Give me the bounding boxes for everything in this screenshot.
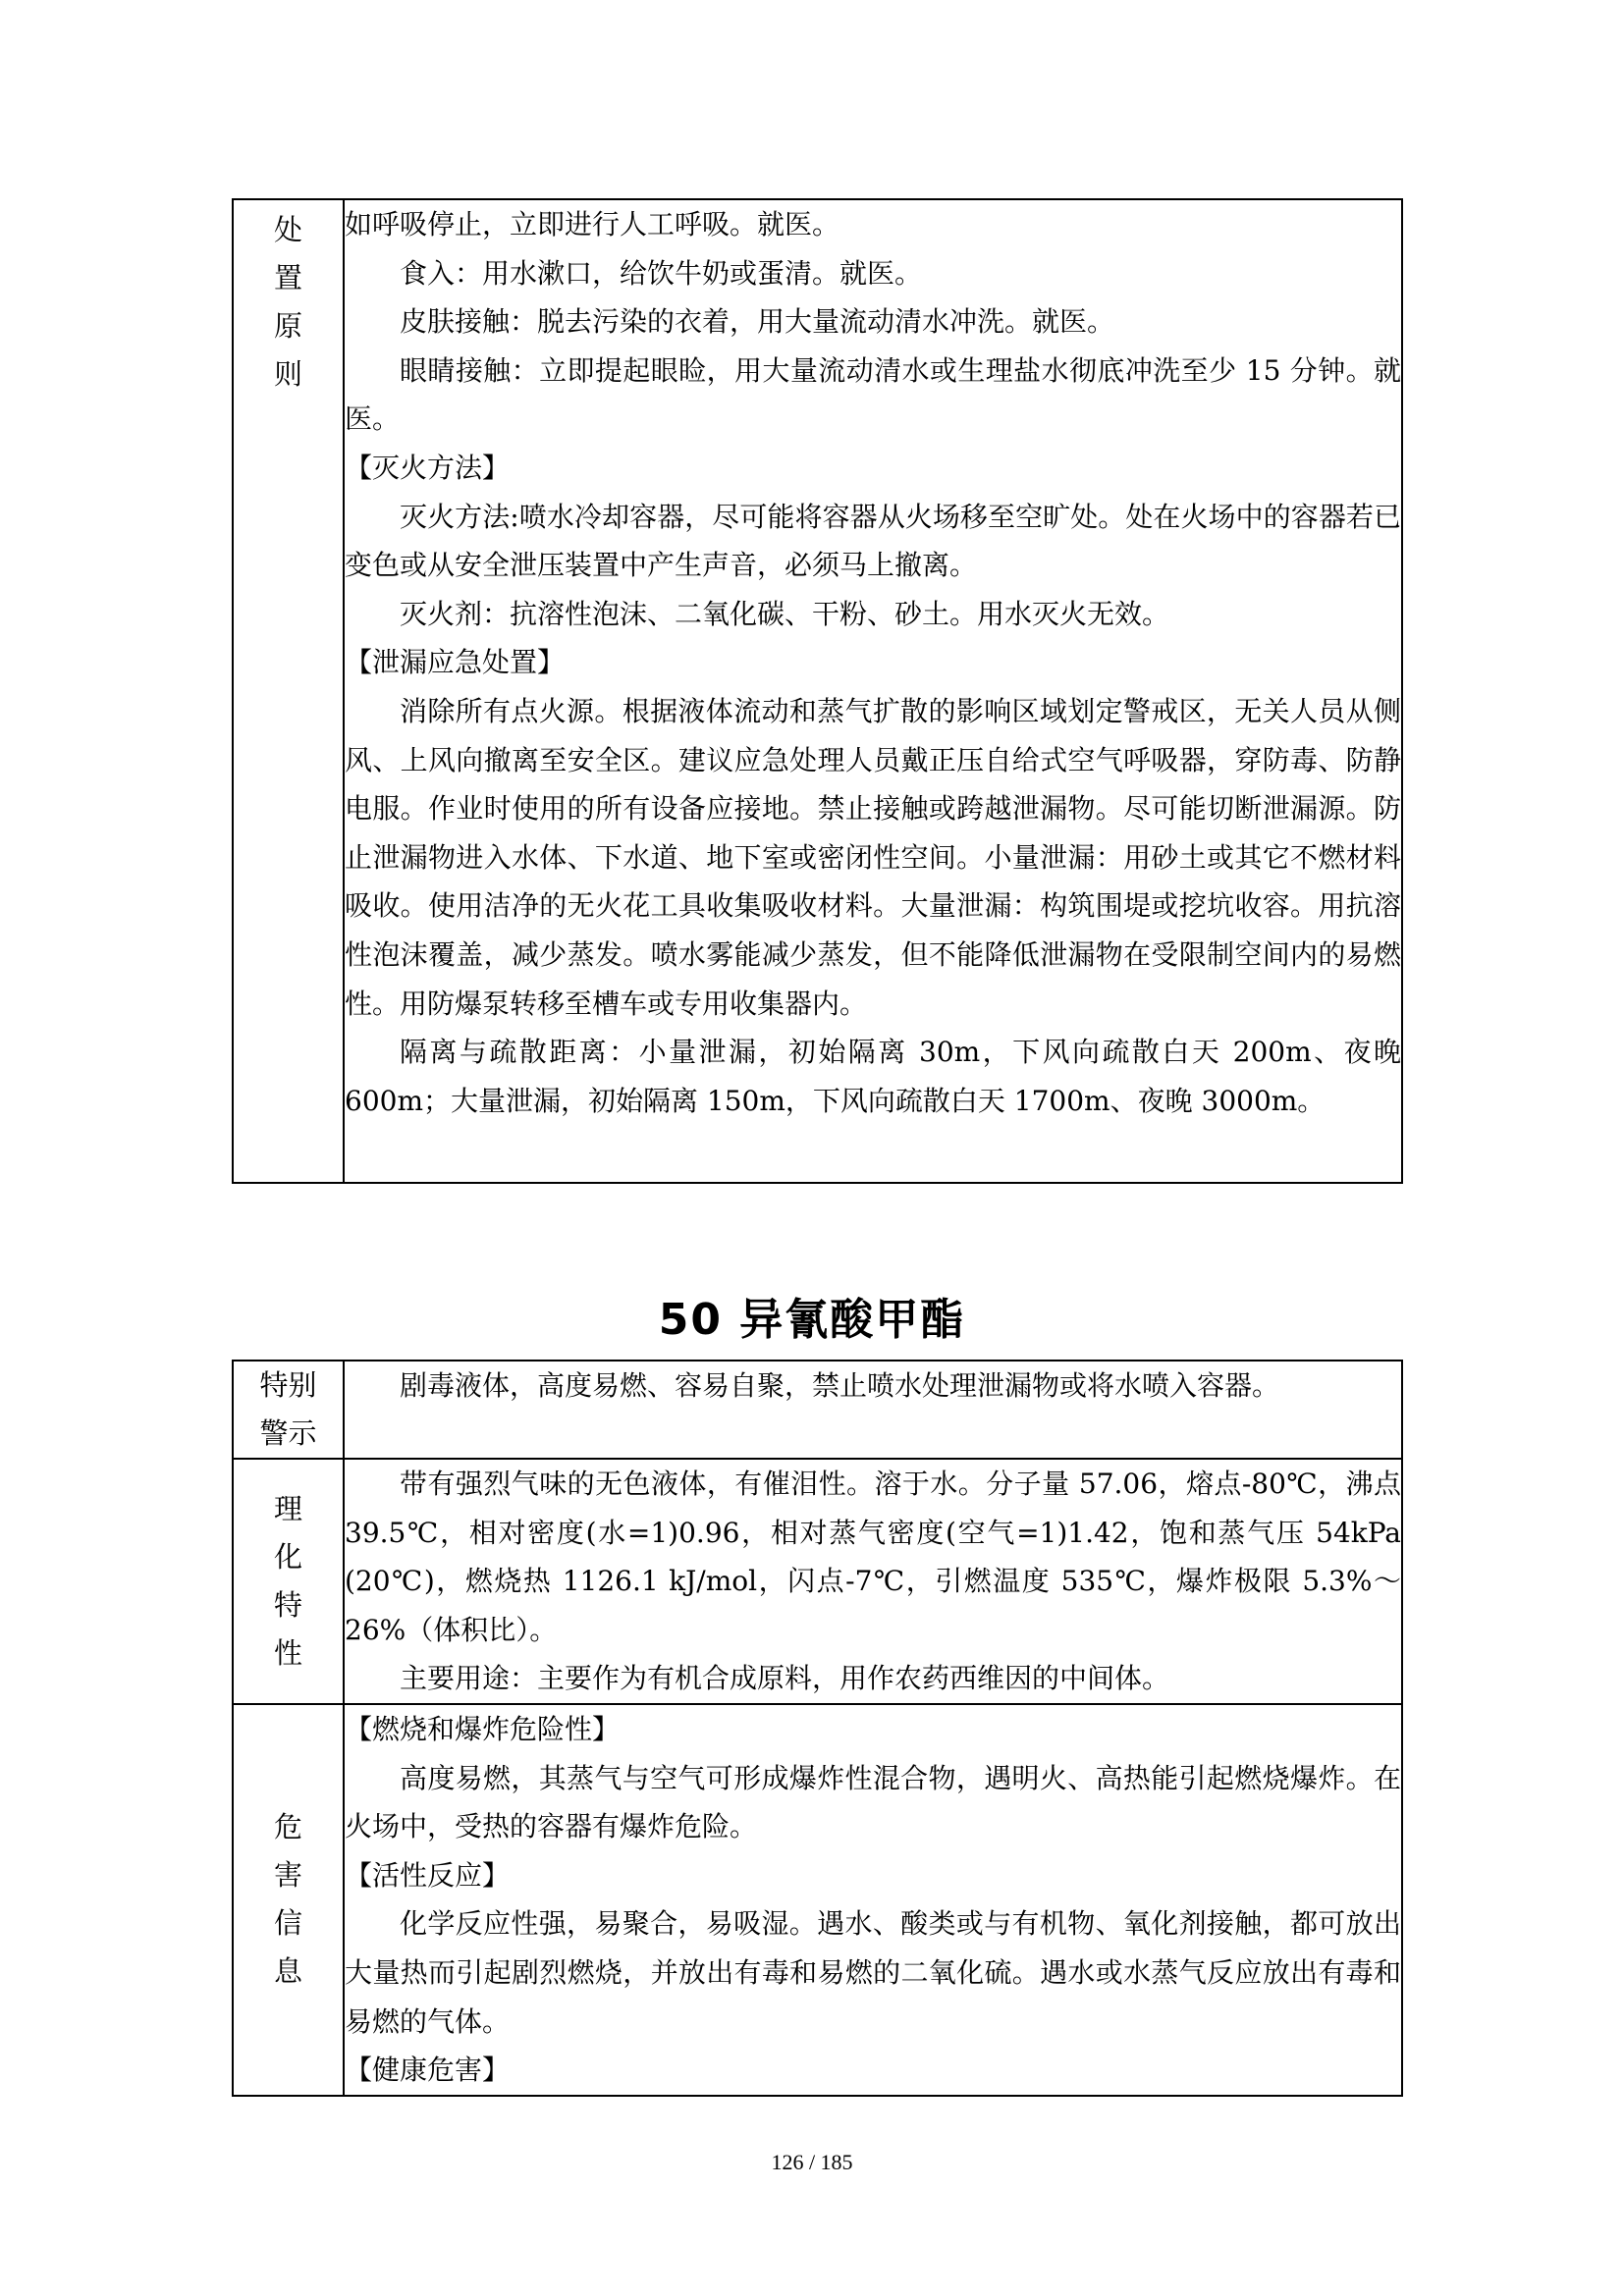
hazard-info-content	[344, 1704, 1402, 2096]
section-heading: 【泄漏应急处置】	[345, 646, 566, 679]
paragraph: 主要用途：主要作为有机合成原料，用作农药西维因的中间体。	[400, 1662, 1170, 1695]
disposal-principles-content	[344, 199, 1402, 1183]
label-char: 理	[273, 1491, 302, 1525]
label-char: 处	[273, 213, 302, 246]
label-char: 特	[273, 1587, 302, 1622]
table-row	[233, 199, 1402, 1183]
disposal-principles-table	[232, 198, 1403, 1184]
chemical-title: 50 异氰酸甲酯	[658, 1295, 966, 1345]
paragraph: 消除所有点火源。根据液体流动和蒸气扩散的影响区域划定警戒区，无关人员从侧风、上风向撤离至安全区。建议应急处理人员戴正压自给式空气呼吸器，穿防毒、防静电服。作业时使用的所有设备应接地。禁止接触或跨越泄漏物。尽可能切断泄漏源。防止泄漏物进入水体、下水道、地下室或密闭性空间。小量泄漏：用砂土或其它不燃材料吸收。使用洁净的无火花工具收集吸收材料。大量泄漏：构筑围堤或挖坑收容。用抗溶性泡沫覆盖，减少蒸发。喷水雾能减少蒸发，但不能降低泄漏物在受限制空间内的易燃性。用防爆泵转移至槽车或专用收集器内。	[345, 694, 1401, 1020]
label-char: 置	[273, 261, 302, 294]
table-row	[233, 1459, 1402, 1704]
physicochemical-content	[344, 1459, 1402, 1704]
paragraph: 高度易燃，其蒸气与空气可形成爆炸性混合物，遇明火、高热能引起燃烧爆炸。在火场中，受热的容器有爆炸危险。	[345, 1761, 1401, 1843]
label-char: 则	[273, 357, 302, 391]
paragraph: 灭火剂：抗溶性泡沫、二氧化碳、干粉、砂土。用水灭火无效。	[400, 597, 1170, 630]
label-char: 危	[273, 1810, 302, 1844]
label-char: 息	[273, 1954, 302, 1989]
table-row	[233, 1704, 1402, 2096]
physicochemical-label	[233, 1459, 344, 1704]
paragraph: 眼睛接触：立即提起眼睑，用大量流动清水或生理盐水彻底冲洗至少 15 分钟。就医。	[345, 353, 1401, 436]
table-row	[233, 1361, 1402, 1459]
section-heading: 【活性反应】	[345, 1858, 511, 1892]
special-warning-label	[233, 1361, 344, 1459]
section-heading: 【灭火方法】	[345, 451, 511, 484]
label-char: 害	[273, 1858, 302, 1893]
label-line: 特别	[259, 1368, 317, 1402]
special-warning-content	[344, 1361, 1402, 1459]
label-char: 信	[273, 1906, 302, 1941]
section-heading: 【健康危害】	[345, 2054, 511, 2087]
section-heading: 【燃烧和爆炸危险性】	[345, 1712, 621, 1745]
hazard-info-label	[233, 1704, 344, 2096]
paragraph: 食入：用水漱口，给饮牛奶或蛋清。就医。	[400, 256, 923, 290]
paragraph: 化学反应性强，易聚合，易吸湿。遇水、酸类或与有机物、氧化剂接触，都可放出大量热而引起剧烈燃烧，并放出有毒和易燃的二氧化硫。遇水或水蒸气反应放出有毒和易燃的气体。	[345, 1907, 1401, 2038]
paragraph: 带有强烈气味的无色液体，有催泪性。溶于水。分子量 57.06，熔点-80℃，沸点 39.5℃，相对密度(水=1)0.96，相对蒸气密度(空气=1)1.42，饱和蒸气压 54kPa (20℃)，燃烧热 1126.1 kJ/mol，闪点-7℃，引燃温度 535℃，爆炸极限 5.3%～26%（体积比）。	[345, 1468, 1401, 1646]
paragraph: 隔离与疏散距离：小量泄漏，初始隔离 30m，下风向疏散白天 200m、夜晚 600m；大量泄漏，初始隔离 150m，下风向疏散白天 1700m、夜晚 3000m。	[345, 1036, 1401, 1117]
paragraph: 皮肤接触：脱去污染的衣着，用大量流动清水冲洗。就医。	[400, 305, 1115, 339]
label-char: 性	[273, 1635, 302, 1670]
chemical-info-table	[232, 1360, 1403, 2097]
disposal-principles-label	[233, 199, 344, 1183]
label-line: 警示	[259, 1416, 317, 1450]
label-char: 原	[273, 309, 302, 343]
paragraph: 剧毒液体，高度易燃、容易自聚，禁止喷水处理泄漏物或将水喷入容器。	[400, 1369, 1280, 1402]
label-char: 化	[273, 1539, 302, 1574]
paragraph: 如呼吸停止，立即进行人工呼吸。就医。	[345, 208, 840, 240]
page-number: 126 / 185	[771, 2150, 853, 2174]
paragraph: 灭火方法:喷水冷却容器，尽可能将容器从火场移至空旷处。处在火场中的容器若已变色或从安全泄压装置中产生声音，必须马上撤离。	[345, 500, 1401, 582]
